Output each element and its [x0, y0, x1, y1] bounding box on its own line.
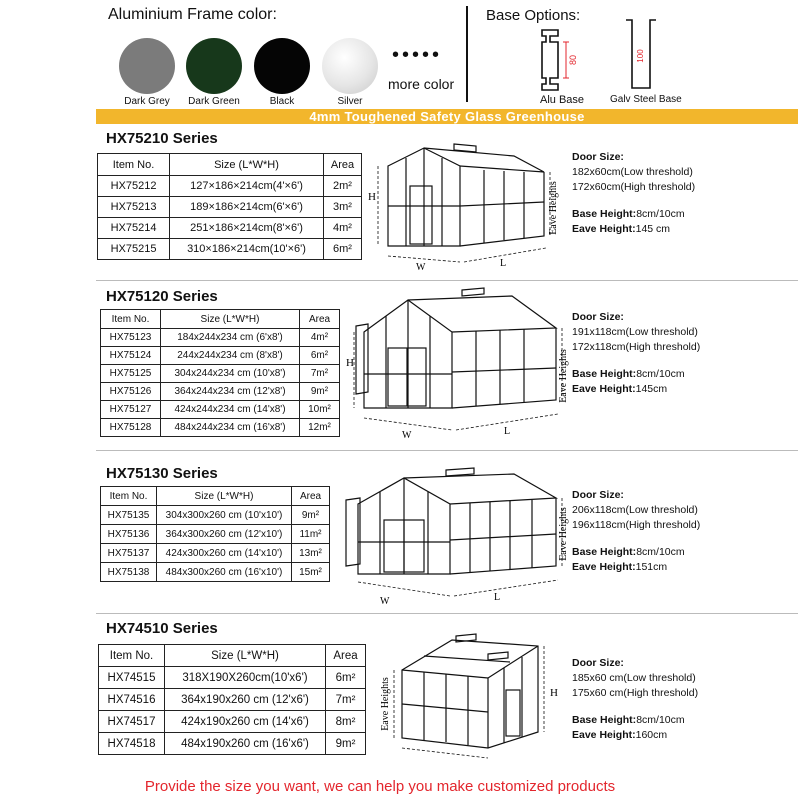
item-no-cell: HX75123	[101, 329, 161, 347]
table-header-row	[101, 487, 330, 506]
item-no-cell: HX75136	[101, 525, 157, 544]
area-cell: 8m²	[326, 711, 366, 733]
base-height-label: Base Height:	[572, 546, 637, 558]
item-no-cell: HX74516	[99, 689, 165, 711]
base-height-row	[572, 713, 698, 728]
size-cell: 318X190X260cm(10'x6')	[165, 667, 326, 689]
spec-table-1	[97, 153, 362, 260]
area-cell: 2m²	[324, 176, 362, 197]
info-block-4	[572, 656, 698, 743]
series-title-1: HX75210 Series	[106, 130, 218, 147]
item-no-cell: HX75127	[101, 401, 161, 419]
galv-base-dim: 100	[636, 49, 645, 63]
size-cell: 364x244x234 cm (12'x8')	[161, 383, 300, 401]
col-area: Area	[326, 645, 366, 667]
door-size-low: 182x60cm(Low threshold)	[572, 166, 693, 178]
diagram-label-h: H	[550, 687, 558, 699]
table-row	[98, 218, 362, 239]
swatch-black	[254, 38, 310, 94]
size-cell: 484x300x260 cm (16'x10')	[157, 563, 292, 582]
door-size-high: 172x60cm(High threshold)	[572, 181, 696, 193]
info-block-1	[572, 150, 695, 237]
area-cell: 4m²	[324, 218, 362, 239]
table-row	[101, 525, 330, 544]
table-row	[101, 544, 330, 563]
diagram-label-l: L	[504, 426, 511, 437]
eave-height-row	[572, 382, 700, 397]
diagram-label-w: W	[416, 262, 426, 273]
frame-color-title: Aluminium Frame color:	[108, 6, 277, 23]
alu-base-dim: 80	[568, 54, 578, 66]
table-row	[101, 347, 340, 365]
area-cell: 9m²	[300, 383, 340, 401]
diagram-label-h: H	[368, 191, 376, 203]
base-height-value: 8cm/10cm	[636, 714, 685, 726]
area-cell: 4m²	[300, 329, 340, 347]
col-area: Area	[300, 310, 340, 329]
alu-base-icon	[538, 28, 582, 92]
diagram-label-eave: Eave Heights	[380, 677, 391, 731]
eave-height-row	[572, 728, 698, 743]
diagram-label-eave: Eave Heights	[558, 507, 569, 561]
table-row	[101, 365, 340, 383]
table-header-row	[101, 310, 340, 329]
col-size: Size (L*W*H)	[170, 154, 324, 176]
table-row	[99, 667, 366, 689]
item-no-cell: HX75212	[98, 176, 170, 197]
col-item-no: Item No.	[99, 645, 165, 667]
galv-steel-base-icon	[622, 18, 662, 94]
col-area: Area	[292, 487, 330, 506]
door-size-label: Door Size:	[572, 151, 624, 163]
door-size-low: 191x118cm(Low threshold)	[572, 326, 698, 338]
spec-table-3	[100, 486, 330, 582]
size-cell: 484x244x234 cm (16'x8')	[161, 419, 300, 437]
area-cell: 7m²	[326, 689, 366, 711]
size-cell: 424x300x260 cm (14'x10')	[157, 544, 292, 563]
size-cell: 251×186×214cm(8'×6')	[170, 218, 324, 239]
table-header-row	[99, 645, 366, 667]
item-no-cell: HX74517	[99, 711, 165, 733]
info-block-3	[572, 488, 700, 575]
door-size-label: Door Size:	[572, 657, 624, 669]
eave-height-value: 145 cm	[635, 223, 671, 235]
eave-height-row	[572, 560, 700, 575]
col-size: Size (L*W*H)	[157, 487, 292, 506]
diagram-label-l: L	[500, 258, 507, 269]
diagram-label-w: W	[402, 430, 412, 441]
table-header-row	[98, 154, 362, 176]
galv-base-label: Galv Steel Base	[610, 94, 682, 105]
door-size-low: 206x118cm(Low threshold)	[572, 504, 698, 516]
size-cell: 484x190x260 cm (16'x6')	[165, 733, 326, 755]
item-no-cell: HX75137	[101, 544, 157, 563]
table-row	[101, 563, 330, 582]
size-cell: 364x190x260 cm (12'x6')	[165, 689, 326, 711]
section-divider	[96, 613, 798, 614]
col-size: Size (L*W*H)	[165, 645, 326, 667]
item-no-cell: HX74515	[99, 667, 165, 689]
item-no-cell: HX75213	[98, 197, 170, 218]
size-cell: 244x244x234 cm (8'x8')	[161, 347, 300, 365]
banner-text: 4mm Toughened Safety Glass Greenhouse	[309, 109, 585, 124]
base-height-row	[572, 545, 700, 560]
swatch-label-black: Black	[269, 96, 295, 107]
eave-height-row	[572, 222, 695, 237]
size-cell: 424x190x260 cm (14'x6')	[165, 711, 326, 733]
item-no-cell: HX75138	[101, 563, 157, 582]
door-size-high: 196x118cm(High threshold)	[572, 519, 701, 531]
series-title-3: HX75130 Series	[106, 465, 218, 482]
swatch-dark-grey	[119, 38, 175, 94]
size-cell: 184x244x234 cm (6'x8')	[161, 329, 300, 347]
base-height-label: Base Height:	[572, 208, 637, 220]
diagram-label-w: W	[380, 596, 390, 607]
footer-cta: Provide the size you want, we can help you make customized products	[144, 778, 616, 795]
table-row	[99, 711, 366, 733]
col-item-no: Item No.	[101, 487, 157, 506]
greenhouse-diagram-2	[344, 284, 570, 444]
door-size-label: Door Size:	[572, 311, 624, 323]
item-no-cell: HX75215	[98, 239, 170, 260]
area-cell: 9m²	[292, 506, 330, 525]
table-row	[101, 401, 340, 419]
table-row	[101, 383, 340, 401]
size-cell: 364x300x260 cm (12'x10')	[157, 525, 292, 544]
area-cell: 11m²	[292, 525, 330, 544]
diagram-label-eave: Eave Heights	[558, 349, 569, 403]
table-row	[101, 506, 330, 525]
table-row	[98, 176, 362, 197]
eave-height-value: 151cm	[635, 561, 668, 573]
diagram-label-eave: Eave Heights	[548, 181, 559, 235]
size-cell: 310×186×214cm(10'×6')	[170, 239, 324, 260]
area-cell: 7m²	[300, 365, 340, 383]
area-cell: 6m²	[300, 347, 340, 365]
spec-table-2	[100, 309, 340, 437]
base-height-value: 8cm/10cm	[636, 546, 685, 558]
area-cell: 9m²	[326, 733, 366, 755]
more-color-dots: •••••	[392, 44, 443, 66]
base-options-title: Base Options:	[486, 7, 581, 24]
section-divider	[96, 280, 798, 281]
door-size-high: 175x60 cm(High threshold)	[572, 687, 699, 699]
size-cell: 127×186×214cm(4'×6')	[170, 176, 324, 197]
area-cell: 6m²	[326, 667, 366, 689]
greenhouse-diagram-3	[334, 464, 570, 610]
door-size-high: 172x118cm(High threshold)	[572, 341, 701, 353]
item-no-cell: HX75126	[101, 383, 161, 401]
spec-table-4	[98, 644, 366, 755]
item-no-cell: HX75135	[101, 506, 157, 525]
glass-banner	[96, 109, 798, 124]
item-no-cell: HX75124	[101, 347, 161, 365]
area-cell: 15m²	[292, 563, 330, 582]
eave-height-label: Eave Height:	[572, 223, 636, 235]
col-size: Size (L*W*H)	[161, 310, 300, 329]
greenhouse-diagram-1	[364, 136, 564, 276]
swatch-label-silver: Silver	[337, 96, 363, 107]
info-block-2	[572, 310, 700, 397]
item-no-cell: HX74518	[99, 733, 165, 755]
diagram-label-h: H	[346, 357, 354, 369]
greenhouse-diagram-4	[372, 620, 568, 766]
base-height-label: Base Height:	[572, 714, 637, 726]
eave-height-label: Eave Height:	[572, 561, 636, 573]
area-cell: 3m²	[324, 197, 362, 218]
size-cell: 304x244x234 cm (10'x8')	[161, 365, 300, 383]
item-no-cell: HX75214	[98, 218, 170, 239]
area-cell: 13m²	[292, 544, 330, 563]
eave-height-label: Eave Height:	[572, 383, 636, 395]
more-color-label: more color	[388, 76, 455, 92]
item-no-cell: HX75125	[101, 365, 161, 383]
swatch-label-dark-grey: Dark Grey	[124, 96, 170, 107]
table-row	[98, 239, 362, 260]
alu-base-label: Alu Base	[540, 94, 585, 106]
table-row	[98, 197, 362, 218]
swatch-label-dark-green: Dark Green	[188, 96, 240, 107]
table-row	[101, 419, 340, 437]
swatch-silver	[322, 38, 378, 94]
base-height-row	[572, 367, 700, 382]
series-title-2: HX75120 Series	[106, 288, 218, 305]
table-row	[99, 733, 366, 755]
col-area: Area	[324, 154, 362, 176]
eave-height-value: 145cm	[635, 383, 668, 395]
size-cell: 304x300x260 cm (10'x10')	[157, 506, 292, 525]
col-item-no: Item No.	[98, 154, 170, 176]
section-divider	[96, 450, 798, 451]
diagram-label-l: L	[494, 592, 501, 603]
size-cell: 189×186×214cm(6'×6')	[170, 197, 324, 218]
size-cell: 424x244x234 cm (14'x8')	[161, 401, 300, 419]
table-row	[99, 689, 366, 711]
area-cell: 10m²	[300, 401, 340, 419]
door-size-low: 185x60 cm(Low threshold)	[572, 672, 696, 684]
base-height-label: Base Height:	[572, 368, 637, 380]
door-size-label: Door Size:	[572, 489, 624, 501]
base-height-value: 8cm/10cm	[636, 208, 685, 220]
swatch-dark-green	[186, 38, 242, 94]
table-row	[101, 329, 340, 347]
item-no-cell: HX75128	[101, 419, 161, 437]
col-item-no: Item No.	[101, 310, 161, 329]
series-title-4: HX74510 Series	[106, 620, 218, 637]
area-cell: 6m²	[324, 239, 362, 260]
base-height-value: 8cm/10cm	[636, 368, 685, 380]
area-cell: 12m²	[300, 419, 340, 437]
eave-height-value: 160cm	[635, 729, 668, 741]
eave-height-label: Eave Height:	[572, 729, 636, 741]
header-divider	[466, 6, 468, 102]
base-height-row	[572, 207, 695, 222]
